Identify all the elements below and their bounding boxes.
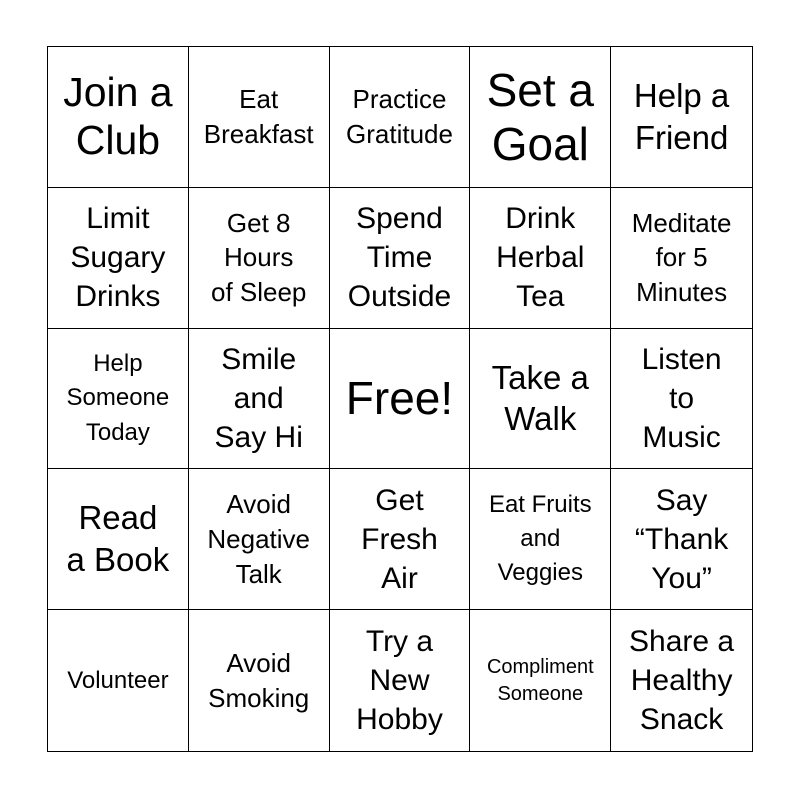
bingo-cell[interactable]: Practice Gratitude [330, 47, 471, 188]
bingo-cell[interactable]: Share a Healthy Snack [629, 625, 735, 737]
bingo-cell[interactable]: Avoid Smoking [189, 610, 330, 751]
bingo-cell[interactable]: Help Someone Today [48, 329, 189, 470]
bingo-board [47, 46, 753, 752]
bingo-cell[interactable]: Try a New Hobby [330, 610, 471, 751]
free-space[interactable]: Free! [330, 329, 471, 470]
bingo-cell[interactable]: Take a Walk [470, 329, 611, 470]
bingo-cell[interactable]: Join a Club [48, 47, 189, 188]
bingo-cell[interactable]: Spend Time Outside [330, 188, 471, 329]
bingo-cell[interactable]: Get Fresh Air [330, 469, 471, 610]
bingo-cell[interactable]: Meditate for 5 Minutes [611, 188, 752, 329]
bingo-cell[interactable]: Eat Fruits and Veggies [470, 469, 611, 610]
bingo-cell[interactable]: Say “Thank You” [611, 469, 752, 610]
bingo-cell[interactable]: Listen to Music [611, 329, 752, 470]
bingo-cell[interactable]: Smile and Say Hi [189, 329, 330, 470]
bingo-cell[interactable]: Set a Goal [470, 47, 611, 188]
bingo-cell[interactable]: Limit Sugary Drinks [48, 188, 189, 329]
bingo-cell[interactable]: Read a Book [48, 469, 189, 610]
bingo-cell[interactable]: Compliment Someone [470, 610, 611, 751]
bingo-cell[interactable]: Eat Breakfast [189, 47, 330, 188]
bingo-cell[interactable]: Drink Herbal Tea [470, 188, 611, 329]
bingo-cell[interactable]: Avoid Negative Talk [189, 469, 330, 610]
bingo-cell[interactable]: Get 8 Hours of Sleep [189, 188, 330, 329]
bingo-cell[interactable]: Volunteer [48, 610, 189, 751]
bingo-cell[interactable]: Help a Friend [611, 47, 752, 188]
